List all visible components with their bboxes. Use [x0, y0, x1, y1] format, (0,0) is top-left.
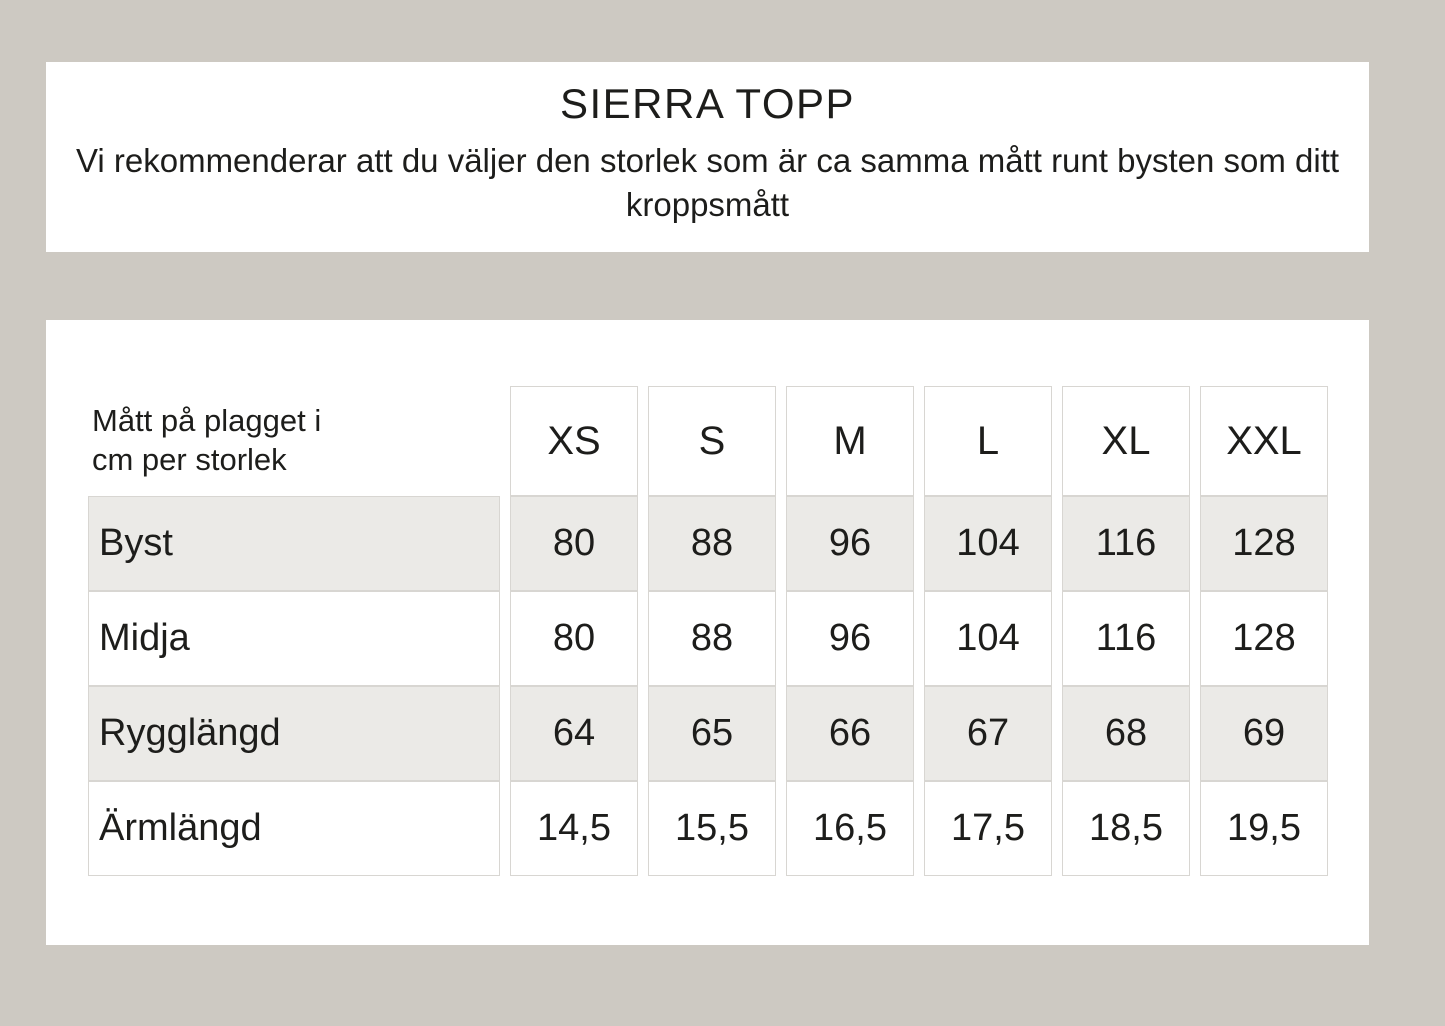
cell-armlangd-xs: 14,5 [510, 781, 638, 876]
corner-label-line-1: Mått på plagget i [92, 403, 322, 439]
cell-armlangd-m: 16,5 [786, 781, 914, 876]
table-header-row [88, 386, 1328, 496]
table-row [88, 591, 1328, 686]
cell-armlangd-xxl: 19,5 [1200, 781, 1328, 876]
column-header-s: S [648, 386, 776, 496]
cell-armlangd-l: 17,5 [924, 781, 1052, 876]
corner-label-line-2: cm per storlek [92, 442, 287, 477]
cell-byst-xl: 116 [1062, 496, 1190, 591]
column-header-xs: XS [510, 386, 638, 496]
cell-armlangd-s: 15,5 [648, 781, 776, 876]
cell-midja-xl: 116 [1062, 591, 1190, 686]
cell-rygglangd-xl: 68 [1062, 686, 1190, 781]
row-label-rygglangd: Rygglängd [88, 686, 500, 781]
cell-rygglangd-xs: 64 [510, 686, 638, 781]
cell-midja-l: 104 [924, 591, 1052, 686]
column-header-l: L [924, 386, 1052, 496]
table-row [88, 496, 1328, 591]
cell-midja-xs: 80 [510, 591, 638, 686]
table-body [88, 496, 1328, 876]
table-row [88, 781, 1328, 876]
page-title: SIERRA TOPP [559, 80, 856, 127]
table-row [88, 686, 1328, 781]
cell-byst-s: 88 [648, 496, 776, 591]
page-subtitle: Vi rekommenderar att du väljer den storlek som är ca samma mått runt bysten som ditt kroppsmått [75, 141, 1340, 224]
column-header-xl: XL [1062, 386, 1190, 496]
size-table-card [46, 320, 1369, 945]
table-corner-label [88, 386, 500, 496]
size-table [78, 386, 1338, 876]
cell-rygglangd-l: 67 [924, 686, 1052, 781]
cell-armlangd-xl: 18,5 [1062, 781, 1190, 876]
cell-rygglangd-s: 65 [648, 686, 776, 781]
cell-byst-m: 96 [786, 496, 914, 591]
row-label-armlangd: Ärmlängd [88, 781, 500, 876]
cell-midja-m: 96 [786, 591, 914, 686]
column-header-xxl: XXL [1200, 386, 1328, 496]
cell-byst-xs: 80 [510, 496, 638, 591]
row-label-midja: Midja [88, 591, 500, 686]
row-label-byst: Byst [88, 496, 500, 591]
cell-byst-xxl: 128 [1200, 496, 1328, 591]
cell-rygglangd-m: 66 [786, 686, 914, 781]
cell-midja-xxl: 128 [1200, 591, 1328, 686]
cell-rygglangd-xxl: 69 [1200, 686, 1328, 781]
cell-midja-s: 88 [648, 591, 776, 686]
table-header [88, 386, 1328, 496]
column-header-m: M [786, 386, 914, 496]
header-card [46, 62, 1369, 252]
cell-byst-l: 104 [924, 496, 1052, 591]
